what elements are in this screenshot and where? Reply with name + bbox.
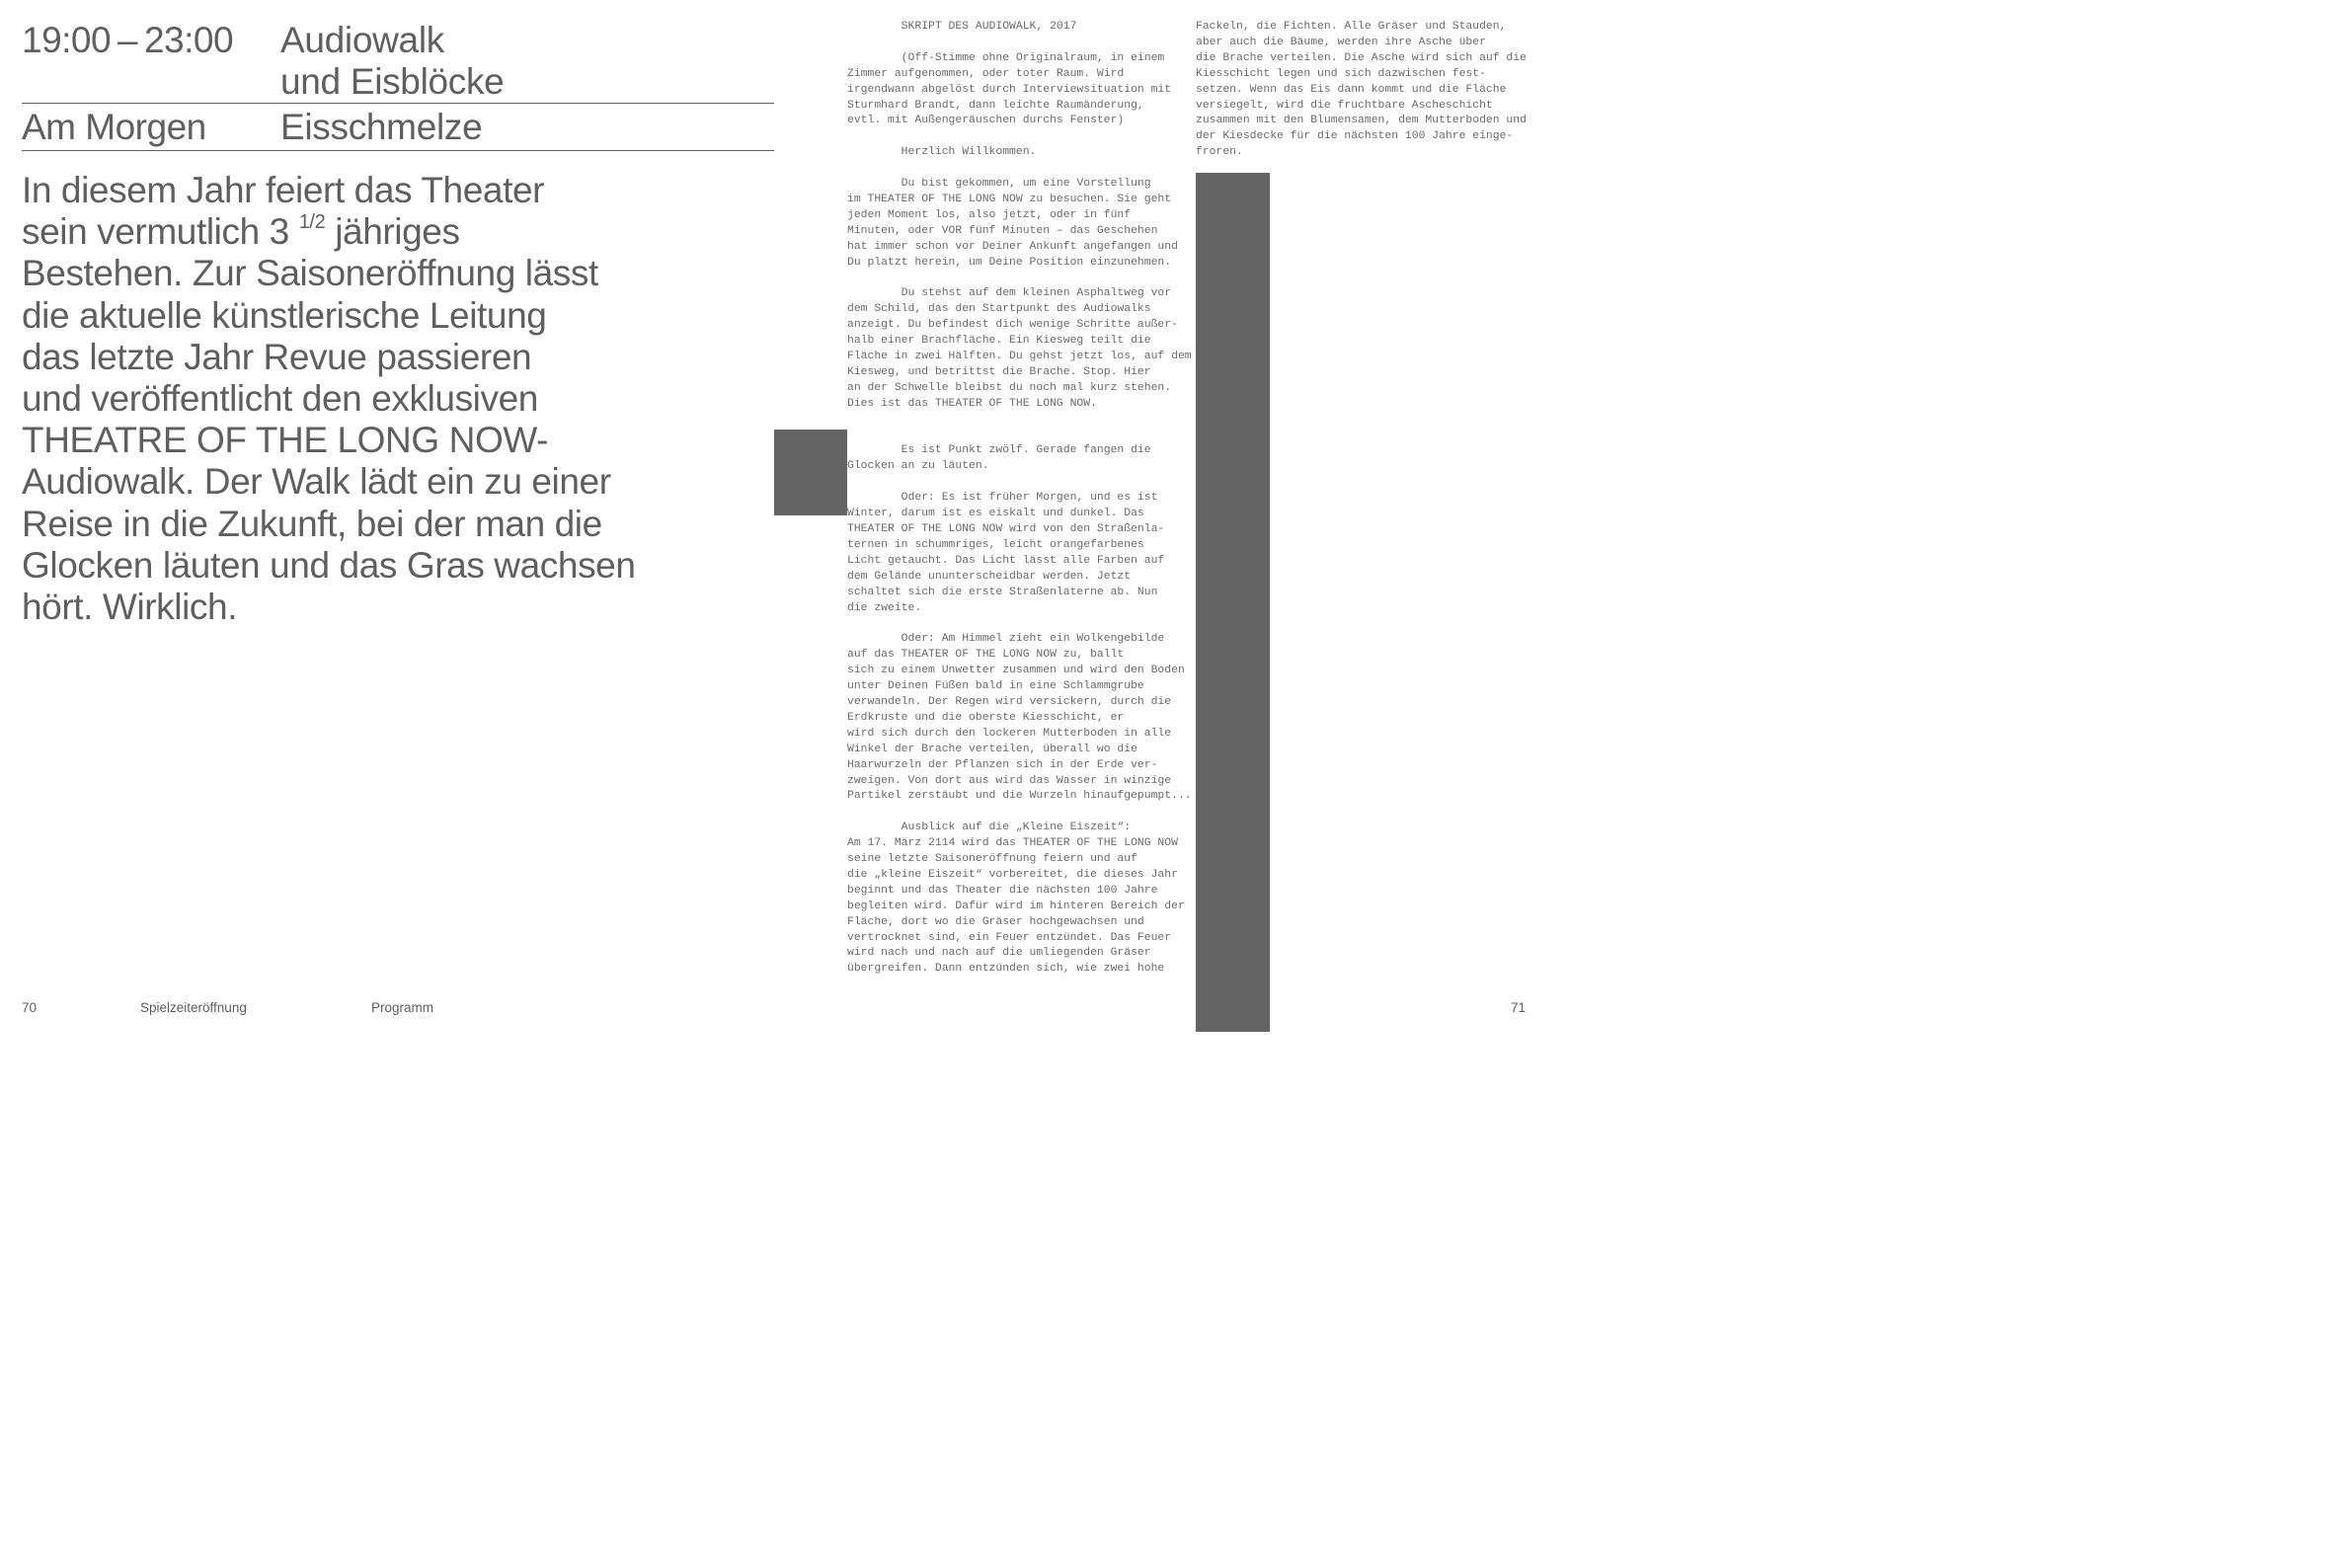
schedule-time-2: Am Morgen bbox=[22, 107, 206, 147]
grey-bar-right bbox=[1196, 173, 1270, 1032]
lead-paragraph bbox=[22, 170, 752, 628]
grey-block-left bbox=[774, 430, 847, 515]
schedule-title-1: Audiowalk und Eisblöcke bbox=[280, 20, 505, 102]
footer-chapter: Programm bbox=[371, 1000, 434, 1015]
lead-text-end: jähriges Bestehen. Zur Saisoneröffnung lässt die aktuelle künstlerische Leitung das letzte Jahr Revue passieren und veröffentlicht den exklusiven THEATRE OF THE LONG NOW- Audiowalk. Der Walk lädt ein zu einer Reise in die Zukunft, bei der man die Glocken läuten und das Gras wachsen hört. Wirklich. bbox=[22, 211, 636, 628]
schedule-divider-2 bbox=[22, 150, 774, 151]
lead-text-start: In diesem Jahr feiert das Theater sein vermutlich 3 bbox=[22, 170, 545, 253]
schedule-title-2: Eisschmelze bbox=[280, 107, 483, 147]
script-column-2: Fackeln, die Fichten. Alle Gräser und Stauden, aber auch die Bäume, werden ihre Asche über die Brache verteilen. Die Asche wird sich auf die Kiesschicht legen und sich dazwischen fest- setzen. Wenn das Eis dann kommt und die Fläche versiegelt, wird die fruchtbare Ascheschicht zusammen mit den Blumensamen, dem Mutterboden und der Kiesdecke für die nächsten 100 Jahre einge- froren. bbox=[1196, 21, 1527, 159]
schedule-time-1: 19:00 – 23:00 bbox=[22, 20, 234, 60]
schedule-divider-1 bbox=[22, 103, 774, 104]
lead-fraction: 1/2 bbox=[298, 210, 326, 233]
page-number-right: 71 bbox=[1510, 1000, 1526, 1015]
footer-section: Spielzeiteröffnung bbox=[140, 1000, 247, 1015]
page-number-left: 70 bbox=[22, 1000, 38, 1015]
script-column-1: SKRIPT DES AUDIOWALK, 2017 (Off-Stimme ohne Originalraum, in einem Zimmer aufgenommen, oder toter Raum. Wird irgendwann abgelöst durch Interviewsituation mit Sturmhard Brandt, dann leichte Raumänderung, evtl. mit Außengeräuschen durchs Fenster) Herzlich Willkommen. Du bist gekommen, um eine Vorstellung im THEATER OF THE LONG NOW zu besuchen. Sie geht jeden Moment los, also jetzt, oder in fünf Minuten, oder VOR fünf Minuten – das Geschehen hat immer schon vor Deiner Ankunft angefangen und Du platzt herein, um Deine Position einzunehmen. Du stehst auf dem kleinen Asphaltweg vor dem Schild, das den Startpunkt des Audiowalks anzeigt. Du befindest dich wenige Schritte außer- halb einer Brachfläche. Ein Kiesweg teilt die Fläche in zwei Hälften. Du gehst jetzt los, auf dem Kiesweg, und betrittst die Brache. Stop. Hier an der Schwelle bleibst du noch mal kurz stehen. Dies ist das THEATER OF THE LONG NOW. Es ist Punkt zwölf. Gerade fangen die Glocken an zu läuten. Oder: Es ist früher Morgen, und es ist Winter, darum ist es eiskalt und dunkel. Das THEATER OF THE LONG NOW wird von den Straßenla- ternen in schummriges, leicht orangefarbenes Licht getaucht. Das Licht lässt alle Farben auf dem Gelände ununterscheidbar werden. Jetzt schaltet sich die erste Straßenlaterne ab. Nun die zweite. Oder: Am Himmel zieht ein Wolkengebilde auf das THEATER OF THE LONG NOW zu, ballt sich zu einem Unwetter zusammen und wird den Boden unter Deinen Füßen bald in eine Schlammgrube verwandeln. Der Regen wird versickern, durch die Erdkruste und die oberste Kiesschicht, er wird sich durch den lockeren Mutterboden in alle Winkel der Brache verteilen, überall wo die Haarwurzeln der Pflanzen sich in der Erde ver- zweigen. Von dort aus wird das Wasser in winzige Partikel zerstäubt und die Wurzeln hinaufgepumpt... Ausblick auf die „Kleine Eiszeit“: Am 17. März 2114 wird das THEATER OF THE LONG NOW seine letzte Saisoneröffnung feiern und auf die „kleine Eiszeit“ vorbereitet, die dieses Jahr beginnt und das Theater die nächsten 100 Jahre begleiten wird. Dafür wird im hinteren Bereich der Fläche, dort wo die Gräser hochgewachsen und vertrocknet sind, ein Feuer entzündet. Das Feuer wird nach und nach auf die umliegenden Gräser übergreifen. Dann entzünden sich, wie zwei hohe bbox=[847, 21, 1192, 976]
